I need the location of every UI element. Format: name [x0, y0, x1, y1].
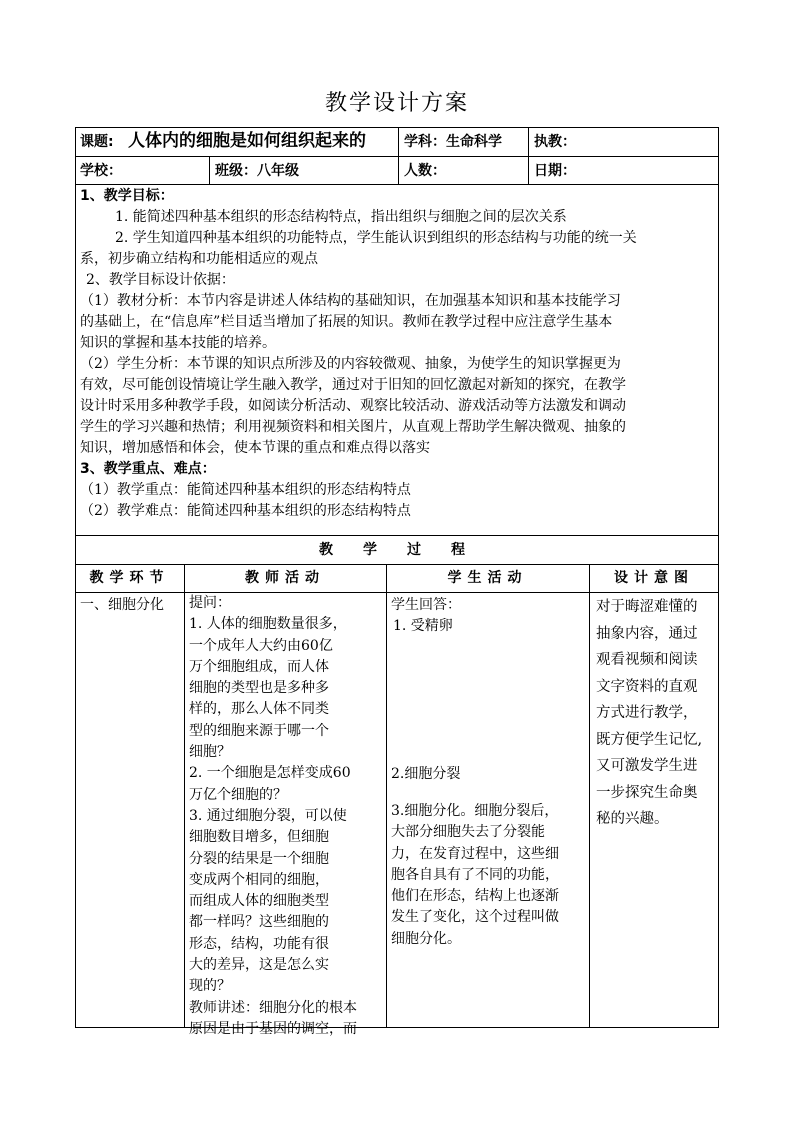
intent-line: 方式进行教学， [596, 705, 698, 721]
teacher-line: 而组成人体的细胞类型 [189, 893, 329, 910]
design-intent [596, 594, 702, 833]
subject-field: 学科：生命科学 [404, 134, 502, 150]
basis-text: 学生的学习兴趣和热情；利用视频资料和相关图片，从直观上帮助学生解决微观、抽象的 [80, 419, 626, 435]
teacher-line: 大的差异，这是怎么实 [189, 957, 329, 974]
intent-line: 文字资料的直观 [596, 678, 698, 695]
basis-heading: 2、教学目标设计依据： [86, 272, 235, 288]
objectives-heading: 1、教学目标： [80, 188, 174, 204]
intent-line: 又可激发学生进 [596, 758, 698, 774]
student-answer-label: 学生回答： [391, 597, 461, 613]
teacher-line: 万个细胞组成，而人体 [189, 658, 329, 675]
intent-line: 既方便学生记忆, [596, 731, 703, 748]
student-line: 大部分细胞失去了分裂能 [391, 824, 545, 841]
teacher-line: 提问： [189, 595, 231, 611]
row-divider [75, 592, 719, 593]
teacher-activity [189, 593, 357, 1040]
teacher-line: 原因是由于基因的调空，而 [189, 1020, 357, 1037]
row-divider [75, 564, 719, 565]
objective-item: 系，初步确立结构和功能相适应的观点 [80, 251, 318, 267]
intent-line: 抽象内容，通过 [596, 625, 698, 642]
col-header-student: 学生活动 [447, 570, 528, 586]
intent-line: 秘的兴趣。 [596, 811, 669, 827]
col-divider [398, 127, 399, 184]
col-header-teacher: 教师活动 [245, 570, 325, 586]
student-line: 他们在形态，结构上也逐渐 [391, 888, 559, 905]
difficult-point: （2）教学难点：能简述四种基本组织的形态结构特点 [80, 503, 411, 519]
teacher-line: 细胞？ [189, 744, 231, 761]
col-header-stage: 教学环节 [89, 570, 170, 586]
objective-item: 2. 学生知道四种基本组织的功能特点，学生能认识到组织的形态结构与功能的统一关 [115, 230, 637, 246]
basis-text: 知识，增加感悟和体会，使本节课的重点和难点得以落实 [80, 440, 430, 456]
col-divider [386, 564, 387, 1028]
col-divider [209, 156, 210, 184]
basis-text: 有效，尽可能创设情境让学生融入教学，通过对于旧知的回忆激起对新知的探究，在教学 [80, 377, 626, 393]
objective-item: 1. 能简述四种基本组织的形态结构特点，指出组织与细胞之间的层次关系 [115, 209, 567, 225]
teacher-line: 都一样吗？这些细胞的 [189, 914, 329, 931]
document-title: 教学设计方案 [324, 91, 469, 116]
intent-line: 观看视频和阅读 [596, 652, 698, 668]
school-field: 学校： [80, 163, 122, 179]
row-divider [75, 535, 719, 536]
date-field: 日期： [534, 163, 576, 179]
teacher-line: 1. 人体的细胞数量很多， [189, 616, 347, 633]
teacher-line: 样的，那么人体不同类 [189, 701, 329, 718]
teacher-line: 一个成年人大约由60亿 [189, 637, 333, 654]
student-answer-2: 2.细胞分裂 [391, 766, 461, 782]
student-answer-3 [391, 801, 559, 950]
row-divider [75, 184, 719, 185]
basis-text: 的基础上，在“信息库”栏目适当增加了拓展的知识。教师在教学过程中应注意学生基本 [80, 314, 613, 330]
teacher-line: 分裂的结果是一个细胞 [189, 850, 329, 867]
basis-text: 设计时采用多种教学手段，如阅读分析活动、观察比较活动、游戏活动等方法激发和调动 [80, 398, 626, 414]
key-points-heading: 3、教学重点、难点： [80, 461, 216, 477]
teacher-line: 万亿个细胞的？ [189, 786, 287, 803]
teacher-line: 现的？ [189, 978, 231, 995]
teacher-line: 细胞数目增多，但细胞 [189, 829, 329, 846]
process-title: 教学过程 [319, 542, 495, 558]
student-line: 细胞分化。 [391, 930, 461, 947]
col-header-intent: 设计意图 [614, 570, 694, 586]
student-line: 力，在发育过程中，这些细 [391, 845, 559, 862]
basis-text: （2）学生分析：本节课的知识点所涉及的内容较微观、抽象，为使学生的知识掌握更为 [80, 356, 621, 372]
teacher-line: 型的细胞来源于哪一个 [189, 722, 329, 739]
intent-line: 一步探究生命奥 [596, 784, 698, 801]
student-line: 发生了变化，这个过程叫做 [391, 909, 559, 926]
teacher-line: 形态，结构，功能有很 [189, 935, 329, 952]
teacher-line: 3. 通过细胞分裂，可以使 [189, 807, 347, 824]
student-line: 胞各自具有了不同的功能， [391, 866, 559, 883]
stage-label: 一、细胞分化 [80, 597, 164, 613]
topic-label: 课题: [80, 134, 114, 150]
intent-line: 对于晦涩难懂的 [596, 599, 698, 615]
topic-value: 人体内的细胞是如何组织起来的 [128, 131, 366, 151]
basis-text: 知识的掌握和基本技能的培养。 [80, 335, 276, 351]
col-divider [184, 564, 185, 1028]
student-answer-1: 1. 受精卵 [393, 618, 453, 634]
teacher-line: 教师讲述：细胞分化的根本 [189, 999, 357, 1016]
row-divider [75, 156, 719, 157]
teacher-line: 2. 一个细胞是怎样变成60 [189, 765, 351, 782]
grade-field: 班级：八年级 [215, 163, 299, 179]
basis-text: （1）教材分析：本节内容是讲述人体结构的基础知识，在加强基本知识和基本技能学习 [80, 293, 621, 309]
teacher-line: 变成两个相同的细胞， [189, 871, 329, 888]
key-point: （1）教学重点：能简述四种基本组织的形态结构特点 [80, 482, 411, 498]
col-divider [528, 127, 529, 184]
teacher-line: 细胞的类型也是多种多 [189, 680, 329, 697]
student-line: 3.细胞分化。细胞分裂后， [391, 803, 559, 819]
teacher-field: 执教： [534, 134, 576, 150]
col-divider [589, 564, 590, 1028]
count-field: 人数： [404, 163, 446, 179]
